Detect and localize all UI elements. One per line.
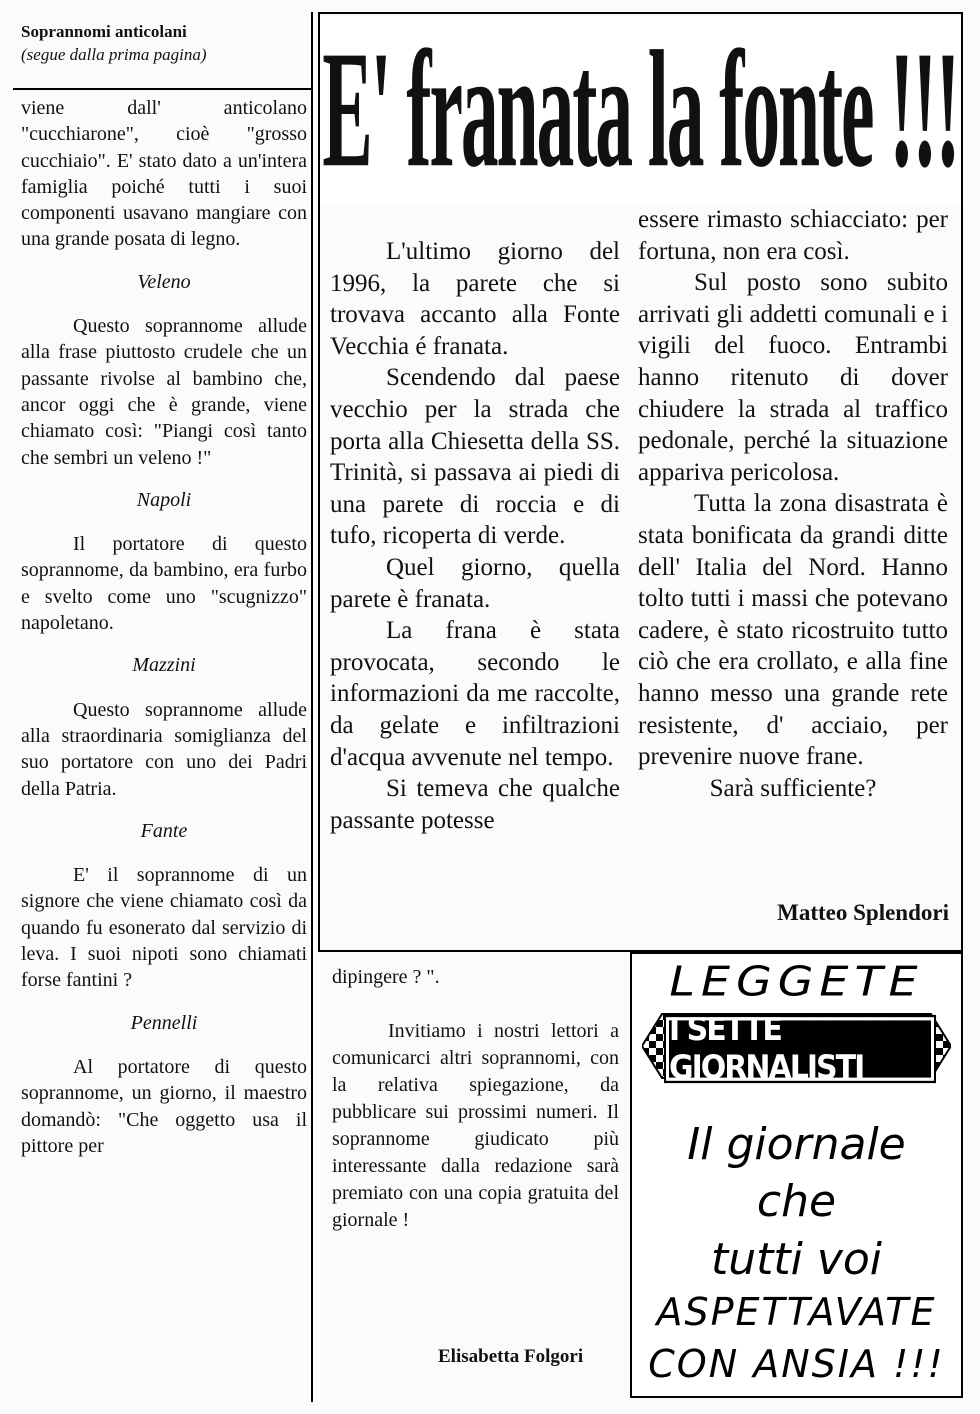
ad-leggete: LEGGETE — [669, 956, 924, 1006]
section-heading: Fante — [140, 819, 188, 842]
article-column-1 — [330, 236, 620, 836]
section-paragraph: Il portatore di questo soprannome, da bambino, era furbo e svelto come uno "scugnizzo" napoletano. — [21, 533, 307, 635]
column-title: Soprannomi anticolani — [21, 22, 187, 41]
section-heading: Napoli — [136, 488, 192, 511]
article-paragraph: Si temeva che qualche passante potesse — [330, 775, 620, 834]
article-column-2 — [638, 204, 948, 804]
ad-line: ASPETTAVATE — [656, 1290, 937, 1334]
intro-paragraph: viene dall' anticolano "cucchiarone", cioè "grosso cucchiaio". E' stato dato a un'intera famiglia poiché tutti i suoi componenti usavano mangiare con una grande posata di legno. — [21, 97, 307, 251]
section-paragraph: E' il soprannome di un signore che viene chiamato così da quando fu esonerato dal servizio di leva. I suoi nipoti sono chiamati forse fantini ? — [21, 864, 307, 992]
soprannomi-column — [13, 12, 313, 1402]
invite-paragraph: Invitiamo i nostri lettori a comunicarci altri soprannomi, con la relativa spiegazione, da pubblicare sui prossimi numeri. Il soprannome giudicato più interessante dalla redazione sarà premiato con una copia gratuita del giornale ! — [332, 1020, 619, 1231]
section-paragraph: Questo soprannome allude alla straordinaria somiglianza del suo portatore con uno dei Padri della Patria. — [21, 698, 307, 800]
article-paragraph: Quel giorno, quella parete è franata. — [330, 553, 620, 613]
soprannomi-continuation — [332, 964, 619, 1234]
continuation-text: dipingere ? ". — [332, 966, 440, 988]
section-heading: Mazzini — [132, 654, 196, 677]
section-heading: Veleno — [137, 270, 191, 293]
section-heading: Pennelli — [130, 1011, 198, 1034]
franata-article — [318, 12, 963, 952]
column-divider — [13, 88, 311, 90]
article-paragraph: La frana è stata provocata, secondo le informazioni da me raccolte, da gelate e infiltrazioni d'acqua avvenute nel tempo. — [330, 617, 620, 771]
soprannomi-byline: Elisabetta Folgori — [438, 1346, 584, 1367]
section-paragraph: Questo soprannome allude alla frase piuttosto crudele che un passante rivolse al bambino che, ancor oggi che è grande, viene chiamato così: "Piangi così tanto che sembri un veleno !" — [21, 315, 307, 469]
article-paragraph: L'ultimo giorno del 1996, la parete che si trovava accanto alla Fonte Vecchia é franata. — [330, 238, 620, 360]
spacer — [332, 991, 619, 1018]
ad-line: tutti voi — [710, 1234, 883, 1285]
ad-line: CON ANSIA !!! — [648, 1342, 945, 1386]
article-paragraph: Tutta la zona disastrata è stata bonificata da grandi ditte dell' Italia del Nord. Hanno tolto tutti i massi che potevano cadere, è stato ricostruito tutto ciò che era crollato, e alla fine hanno messo una grande rete resistente, d' acciaio, per prevenire nuove frane. — [638, 490, 948, 771]
section-paragraph: Al portatore di questo soprannome, un giorno, il maestro domandò: "Che oggetto usa il pittore per — [21, 1055, 307, 1157]
headline — [320, 16, 961, 206]
article-paragraph: Sul posto sono subito arrivati gli addetti comunali e i vigili del fuoco. Entrambi hanno ritenuto di dover chiudere la strada al traffico pedonale, perché la situazione appariva pericolosa. — [638, 269, 948, 486]
column-subtitle: (segue dalla prima pagina) — [21, 45, 207, 64]
article-paragraph: Scendendo dal paese vecchio per la strada che porta alla Chiesetta della SS. Trinità, si passava ai piedi di una parete di roccia e di tufo, ricoperta di verde. — [330, 364, 620, 550]
article-byline: Matteo Splendori — [777, 900, 949, 925]
ad-banner-title: I SETTE GIORNALISTI — [666, 1017, 934, 1081]
article-paragraph-continued: essere rimasto schiacciato: per fortuna, non era così. — [638, 206, 948, 265]
article-closing: Sarà sufficiente? — [709, 774, 877, 802]
giornale-ad — [630, 952, 963, 1398]
ad-line: Il giornale — [687, 1119, 906, 1170]
headline-text: E' franata la fonte !!! — [322, 18, 959, 203]
ad-line: che — [756, 1176, 837, 1227]
soprannomi-text — [21, 95, 307, 1159]
